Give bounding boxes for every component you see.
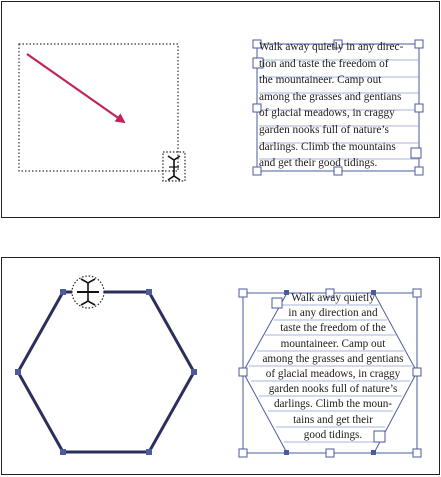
text-line: and get their good tidings. [259,157,378,170]
text-line: mountaineer. Camp out [280,337,386,350]
text-line: garden nooks full of nature’s [259,123,389,136]
text-line: good tidings. [303,428,363,441]
text-line: tion and taste the freedom of [259,57,389,70]
text-line: darlings. Climb the moun- [273,398,393,411]
text-line: of glacial meadows, in craggy [259,107,395,120]
text-line: the mountaineer. Camp out [259,74,382,87]
text-line: in any direction and [288,307,378,320]
text-line: Walk away quietly [291,292,375,304]
empty-dotted-frame[interactable] [19,44,178,171]
text-line: taste the freedom of the [280,322,386,335]
text-line: Walk away quietly in any direc- [259,41,404,53]
text-line: of glacial meadows, in craggy [265,368,401,381]
text-line: garden nooks full of nature’s [268,383,398,396]
text-line: among the grasses and gentians [262,352,404,365]
text-line: tains and get their [293,413,373,426]
text-frame-content [259,39,431,172]
type-on-path-cursor-icon [163,152,185,181]
text-line: darlings. Climb the mountains [259,140,396,153]
text-line: among the grasses and gentians [259,90,402,103]
hexagon-text-content [248,291,418,443]
drag-arrow [27,54,124,122]
